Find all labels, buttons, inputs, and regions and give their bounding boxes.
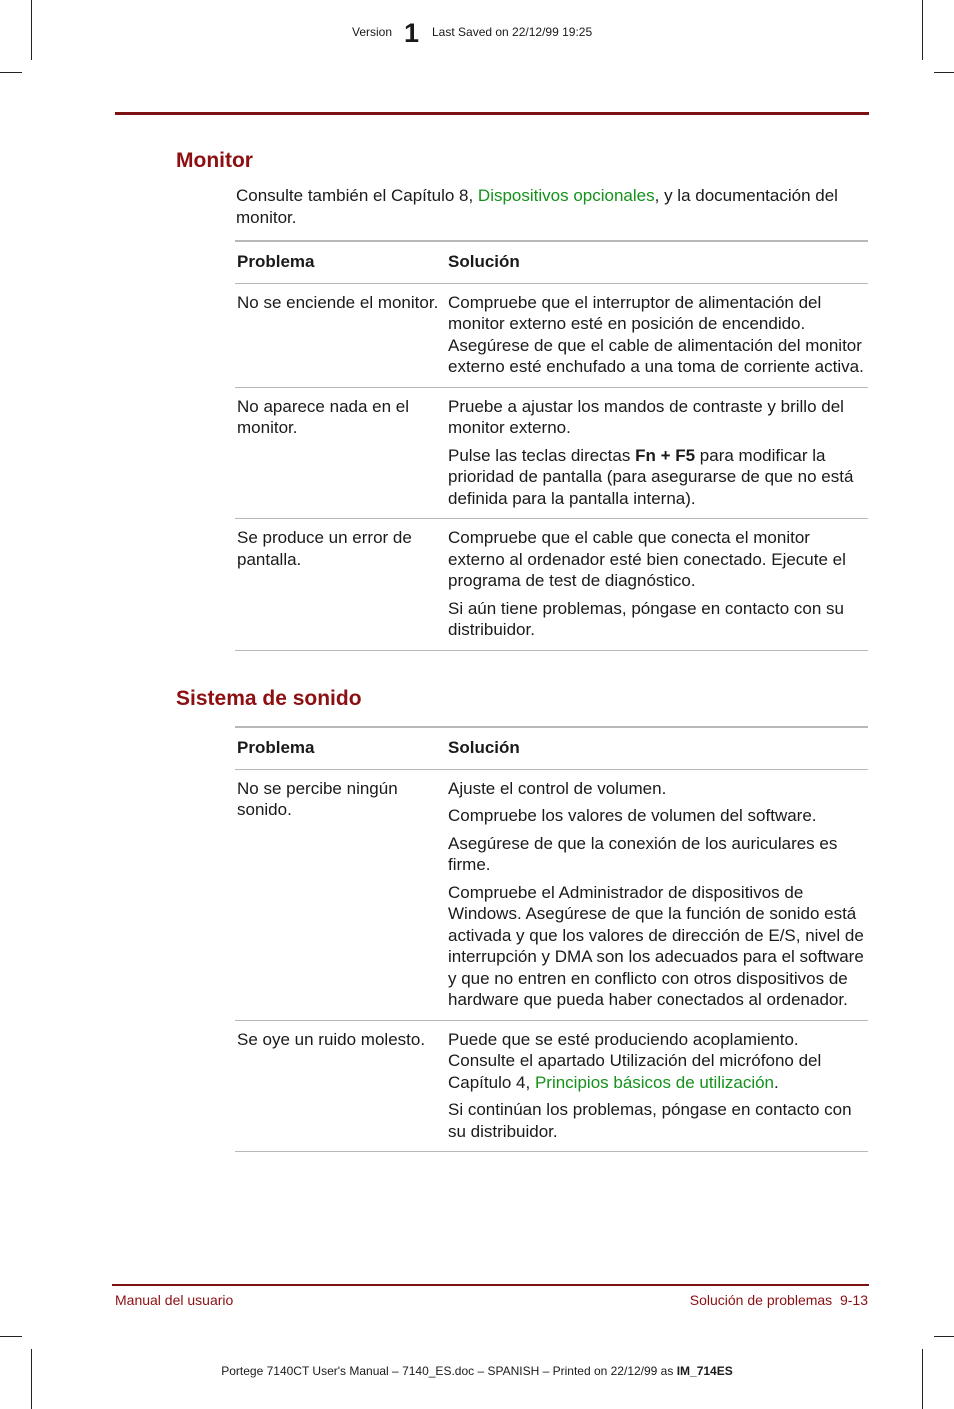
solution-text-part: para modificar la prioridad de pantalla (para asegurarse de que no está definida para la pantalla interna).: [448, 445, 854, 508]
table-row: [235, 519, 868, 651]
print-info: [0, 1364, 954, 1378]
problem-cell: No se percibe ningún sonido.: [235, 769, 446, 1020]
monitor-table: [235, 240, 868, 651]
link-principios-basicos[interactable]: Principios básicos de utilización: [534, 1072, 775, 1092]
column-header-problem: Problema: [235, 241, 446, 283]
sound-heading: Sistema de sonido: [176, 687, 362, 710]
hotkey-fn-f5: Fn + F5: [635, 445, 696, 465]
table-row: [235, 1020, 868, 1152]
column-header-problem: Problema: [235, 727, 446, 769]
solution-text-part: Puede que se esté produciendo acoplamiento. Consulte el apartado Utilización del micrófono del Capítulo 4,: [448, 1029, 822, 1092]
solution-text: Compruebe el Administrador de dispositivos de Windows. Asegúrese de que la función de sonido está activada y que los valores de dirección de E/S, nivel de interrupción y DMA son los adecuados para el software y que no entren en conflicto con otros dispositivos de hardware que pueda haber conectados al ordenador.: [448, 882, 864, 1009]
solution-text: Compruebe los valores de volumen del software.: [448, 806, 817, 825]
problem-cell: No se enciende el monitor.: [235, 283, 446, 387]
solution-text: Asegúrese de que la conexión de los auriculares es firme.: [448, 833, 838, 874]
version-label: Version: [352, 25, 393, 39]
table-row: [235, 387, 868, 519]
intro-text-end: , y la documentación del monitor.: [236, 186, 838, 227]
solution-text-part: .: [774, 1072, 779, 1092]
solution-text: Pruebe a ajustar los mandos de contraste y brillo del monitor externo.: [448, 396, 844, 437]
solution-cell: [446, 283, 868, 387]
crop-mark: [934, 72, 954, 73]
last-saved: Last Saved on 22/12/99 19:25: [432, 25, 593, 39]
intro-text: Consulte también el Capítulo 8,: [236, 186, 478, 205]
problem-cell: No aparece nada en el monitor.: [235, 387, 446, 519]
solution-text: Si continúan los problemas, póngase en contacto con su distribuidor.: [448, 1100, 852, 1141]
crop-mark: [0, 72, 22, 73]
monitor-heading: Monitor: [176, 149, 253, 172]
footer-page-number: Solución de problemas 9-13: [689, 1292, 868, 1308]
solution-text: Ajuste el control de volumen.: [448, 778, 667, 798]
problem-cell: Se oye un ruido molesto.: [235, 1020, 446, 1152]
solution-text-part: Pulse las teclas directas: [448, 445, 636, 465]
table-header-row: [235, 727, 868, 769]
version-header: [0, 18, 954, 48]
solution-cell: [446, 1020, 868, 1152]
column-header-solution: Solución: [446, 727, 868, 769]
crop-mark: [0, 1336, 22, 1337]
solution-text: [448, 445, 866, 510]
crop-mark: [922, 1349, 923, 1409]
problem-cell: Se produce un error de pantalla.: [235, 519, 446, 651]
solution-cell: [446, 387, 868, 519]
monitor-intro: [236, 185, 856, 228]
sound-table: [235, 726, 868, 1152]
print-info-text: Portege 7140CT User's Manual – 7140_ES.doc – SPANISH – Printed on 22/12/99 as: [221, 1364, 677, 1378]
bottom-rule: [112, 1284, 869, 1286]
link-dispositivos-opcionales[interactable]: Dispositivos opcionales: [477, 186, 655, 205]
solution-text: [448, 1029, 866, 1094]
footer-manual-title: Manual del usuario: [115, 1292, 234, 1308]
print-info-code: IM_714ES: [676, 1364, 733, 1378]
table-header-row: [235, 241, 868, 283]
crop-mark: [31, 1349, 32, 1409]
crop-mark: [934, 1336, 954, 1337]
solution-cell: [446, 519, 868, 651]
column-header-solution: Solución: [446, 241, 868, 283]
version-number: 1: [404, 18, 420, 48]
solution-text: Si aún tiene problemas, póngase en contacto con su distribuidor.: [448, 598, 844, 639]
table-row: [235, 283, 868, 387]
solution-cell: [446, 769, 868, 1020]
solution-text: Compruebe que el cable que conecta el monitor externo al ordenador esté bien conectado. Ejecute el programa de test de diagnóstico.: [448, 528, 846, 590]
top-rule: [115, 112, 869, 115]
table-row: [235, 769, 868, 1020]
solution-text: Compruebe que el interruptor de alimentación del monitor externo esté en posición de encendido. Asegúrese de que el cable de alimentación del monitor externo esté enchufado a una toma de corriente activa.: [448, 292, 864, 376]
